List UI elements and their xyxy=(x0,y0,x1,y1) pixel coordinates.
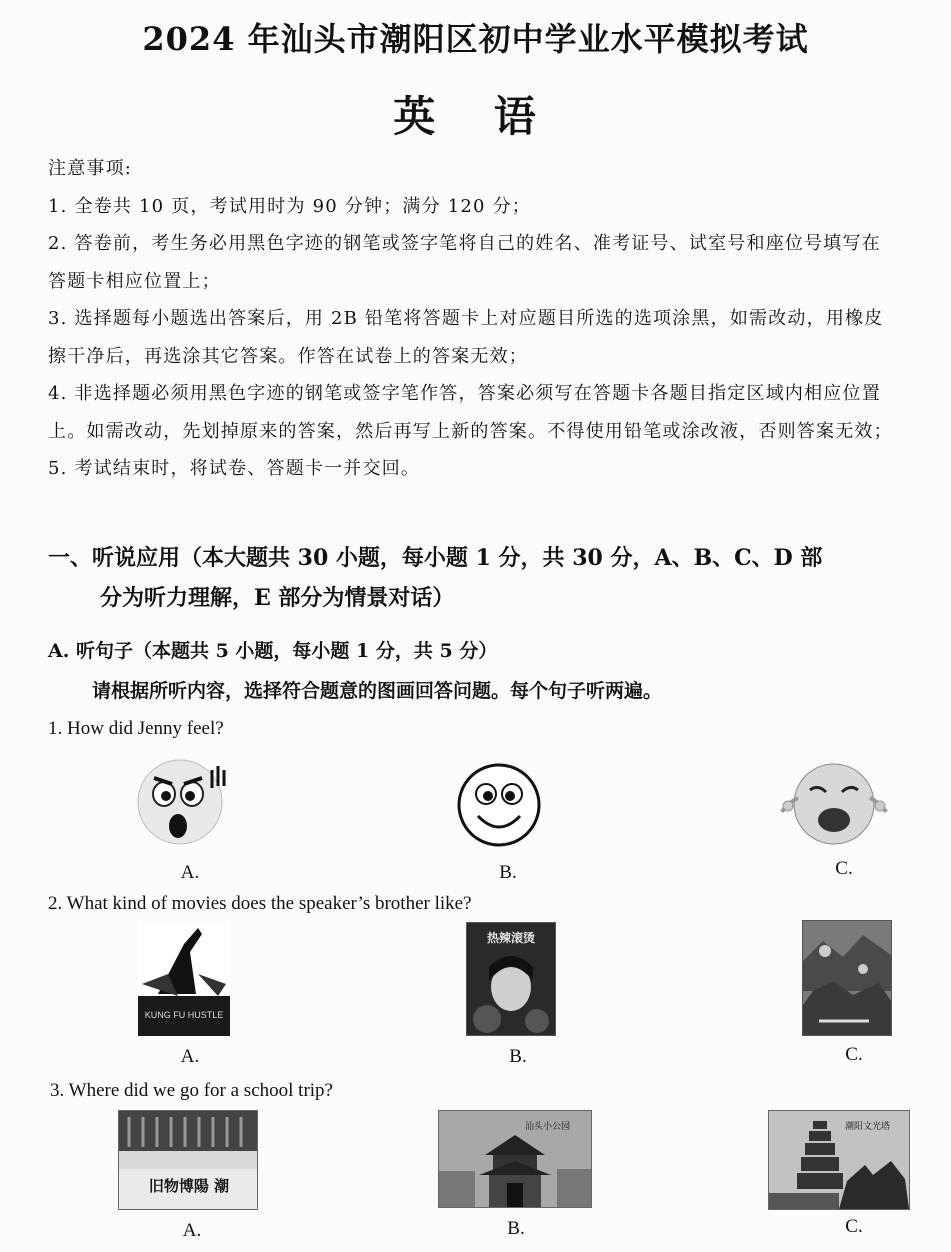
question-3: 3. Where did we go for a school trip? xyxy=(50,1080,333,1101)
museum-photo xyxy=(118,1110,258,1210)
question-2: 2. What kind of movies does the speaker’s brother like? xyxy=(48,893,472,914)
part-a-instruction: 请根据所听内容，选择符合题意的图画回答问题。每个句子听两遍。 xyxy=(92,680,663,702)
animated-movie-poster xyxy=(802,920,892,1036)
option-a: A. xyxy=(180,1046,200,1067)
photo-b-caption: 汕头小公园 xyxy=(525,1122,571,1132)
crying-face-icon xyxy=(776,758,892,850)
option-a: A. xyxy=(182,1220,202,1241)
notes-heading: 注意事项: xyxy=(48,158,133,179)
option-c: C. xyxy=(845,1216,863,1237)
note-item: 4. 非选择题必须用黑色字迹的钢笔或签字笔作答，答案必须写在答题卡各题目指定区域内相应位置上。如需改动，先划掉原来的答案，然后再写上新的答案。不得使用铅笔或涂改液，否则答案无效； xyxy=(48,383,893,442)
section-heading-line1: 一、听说应用（本大题共 30 小题，每小题 1 分，共 30 分，A、B、C、D 部 xyxy=(48,545,823,571)
yolo-poster xyxy=(466,922,556,1036)
photo-c-caption: 潮阳文光塔 xyxy=(845,1122,891,1132)
exam-title: 2024 年汕头市潮阳区初中学业水平模拟考试 xyxy=(142,20,809,58)
option-b: B. xyxy=(499,862,517,883)
part-a-title: A. 听句子（本题共 5 小题，每小题 1 分，共 5 分） xyxy=(48,640,498,662)
exam-notes xyxy=(48,150,898,488)
option-b: B. xyxy=(507,1218,525,1239)
note-item: 5. 考试结束时，将试卷、答题卡一并交回。 xyxy=(48,458,421,479)
pagoda-photo xyxy=(768,1110,910,1210)
kung-fu-hustle-poster xyxy=(138,924,230,1036)
section-heading xyxy=(48,538,908,618)
surprised-face-icon xyxy=(134,752,230,848)
subject-title: 英 语 xyxy=(393,92,558,141)
poster-b-title: 热辣滚烫 xyxy=(486,931,535,945)
photo-a-caption: 旧物博陽 潮 xyxy=(148,1177,230,1195)
option-b: B. xyxy=(509,1046,527,1067)
poster-a-title: KUNG FU HUSTLE xyxy=(144,1010,224,1020)
smiling-face-icon xyxy=(454,760,544,850)
small-park-photo xyxy=(438,1110,592,1208)
section-heading-line2: 分为听力理解，E 部分为情景对话） xyxy=(100,585,455,611)
question-1: 1. How did Jenny feel? xyxy=(48,718,224,739)
note-item: 2. 答卷前，考生务必用黑色字迹的钢笔或签字笔将自己的姓名、准考证号、试室号和座位号填写在答题卡相应位置上； xyxy=(48,233,881,292)
crowd-scene-icon xyxy=(803,921,891,1035)
option-c: C. xyxy=(845,1044,863,1065)
note-item: 3. 选择题每小题选出答案后，用 2B 铅笔将答题卡上对应题目所选的选项涂黑，如需改动，用橡皮擦干净后，再选涂其它答案。作答在试卷上的答案无效； xyxy=(48,308,884,367)
note-item: 1. 全卷共 10 页，考试用时为 90 分钟；满分 120 分； xyxy=(48,195,531,217)
option-c: C. xyxy=(835,858,853,879)
option-a: A. xyxy=(180,862,200,883)
